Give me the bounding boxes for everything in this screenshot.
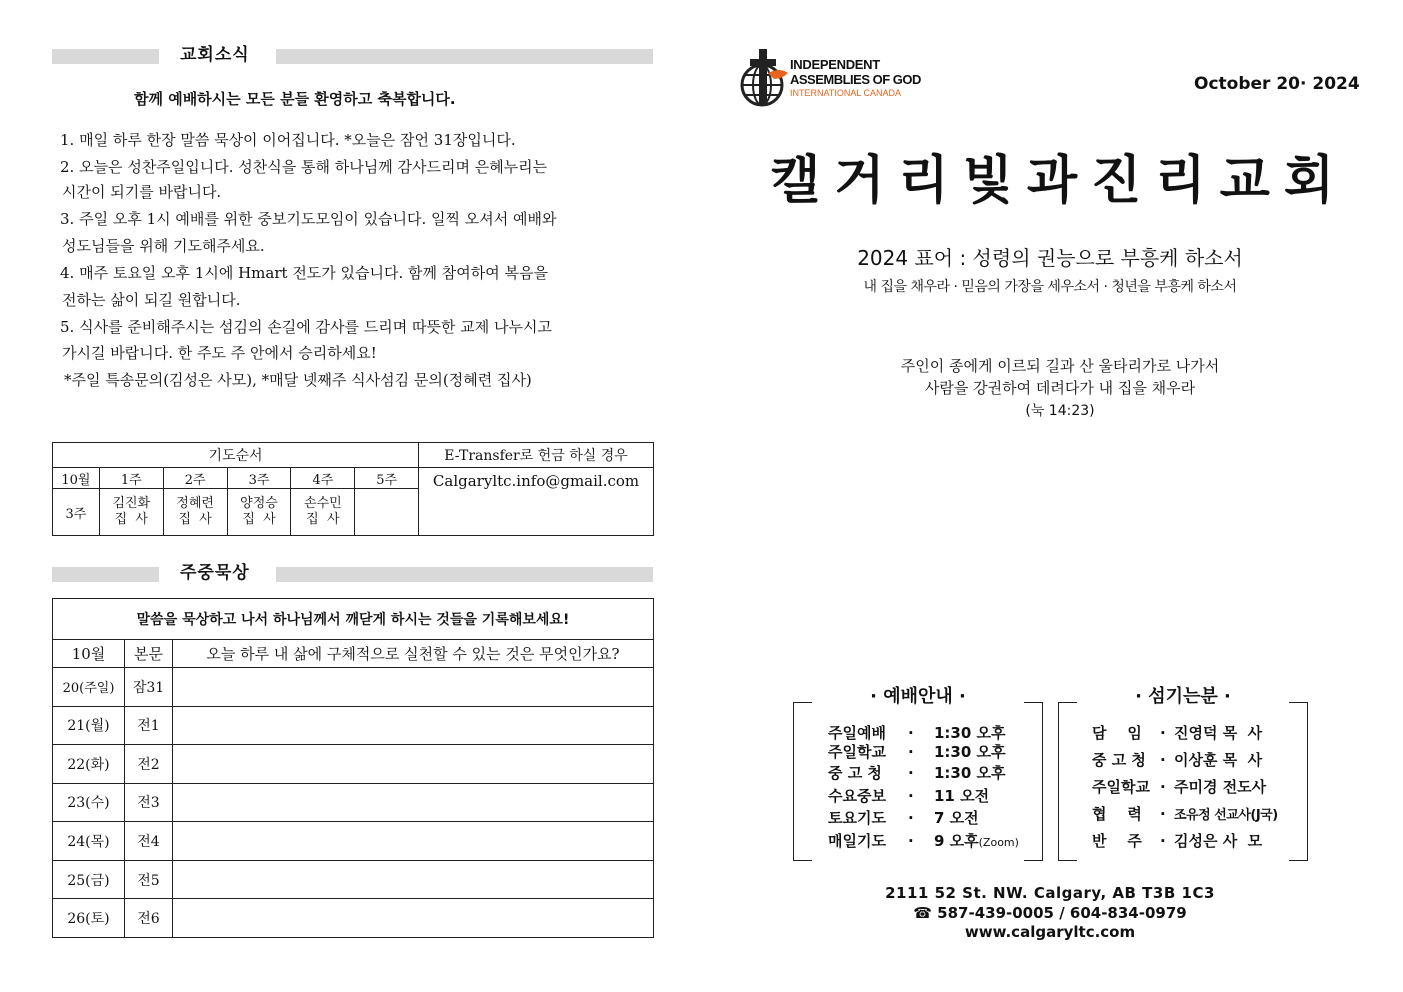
staff-name: 조유정 선교사(J국)	[1174, 808, 1278, 823]
service-name: 주일학교	[828, 743, 886, 761]
service-note: (Zoom)	[978, 836, 1019, 849]
table-row	[53, 668, 654, 707]
staff-role: 주일학교	[1092, 778, 1150, 796]
list-item: 수요중보 · 11 오전	[828, 787, 990, 805]
header-bar-left	[52, 567, 159, 582]
meditation-text: 전5	[125, 860, 173, 899]
meditation-header: 오늘 하루 내 삶에 구체적으로 실천할 수 있는 것은 무엇인가요?	[173, 639, 654, 667]
list-item: 중 고 청 · 이상훈 목 사	[1092, 751, 1263, 769]
meditation-entry[interactable]	[173, 783, 654, 822]
meditation-header: 10월	[53, 639, 125, 667]
service-name: 수요중보	[828, 787, 886, 805]
meditation-entry[interactable]	[173, 899, 654, 938]
meditation-text: 전1	[125, 706, 173, 745]
list-item: 매일기도 · 9 오후(Zoom)	[828, 832, 1019, 850]
meditation-text: 전4	[125, 822, 173, 861]
service-time: 1:30 오후	[934, 743, 1006, 761]
staff-name: 김성은 사 모	[1174, 832, 1263, 850]
service-time: 1:30 오후	[934, 724, 1006, 742]
church-name: 캘거리빛과진리교회	[770, 151, 1349, 211]
prayer-name-cell	[99, 489, 163, 536]
prayer-name: 양정승	[240, 496, 278, 512]
meditation-section-title: 주중묵상	[180, 563, 250, 583]
table-row	[53, 745, 654, 784]
verse-line2: 사람을 강권하여 데려다가 내 집을 채우라	[924, 379, 1196, 397]
news-line: 4. 매주 토요일 오후 1시에 Hmart 전도가 있습니다. 함께 참여하여 복음을	[60, 264, 549, 282]
list-item: 반 주 · 김성은 사 모	[1092, 832, 1263, 850]
bulletin-date: October 20· 2024	[1194, 74, 1360, 94]
staff-name: 주미경 전도사	[1174, 778, 1267, 796]
prayer-name-cell	[227, 489, 291, 536]
prayer-week: 1주	[99, 468, 163, 489]
header-bar-right	[276, 567, 653, 582]
prayer-table	[52, 442, 654, 536]
prayer-week: 3주	[227, 468, 291, 489]
meditation-day: 26(토)	[53, 899, 125, 938]
verse-line1: 주인이 종에게 이르되 길과 산 울타리가로 나가서	[900, 357, 1220, 375]
meditation-text: 전6	[125, 899, 173, 938]
list-item: 주일학교 · 주미경 전도사	[1092, 778, 1267, 796]
staff-title: · 섬기는분 ·	[1135, 686, 1231, 707]
meditation-entry[interactable]	[173, 822, 654, 861]
staff-role: 반 주	[1092, 832, 1142, 850]
meditation-day: 23(수)	[53, 783, 125, 822]
prayer-name-title: 집 사	[114, 512, 148, 528]
meditation-header: 본문	[125, 639, 173, 667]
service-time: 9 오후	[934, 832, 979, 850]
etransfer-email[interactable]: Calgaryltc.info@gmail.com	[419, 468, 654, 536]
meditation-day: 21(월)	[53, 706, 125, 745]
meditation-entry[interactable]	[173, 706, 654, 745]
logo	[738, 47, 928, 107]
logo-line1: INDEPENDENT	[790, 57, 880, 72]
prayer-name: 김진화	[112, 496, 151, 512]
prayer-row-label: 3주	[53, 489, 100, 536]
prayer-name-cell	[355, 489, 419, 536]
news-line: 5. 식사를 준비해주시는 섬김의 손길에 감사를 드리며 따뜻한 교제 나누시고	[60, 318, 552, 336]
news-line: 성도님들을 위해 기도해주세요.	[62, 237, 265, 255]
motto-title: 2024 표어 : 성령의 권능으로 부흥케 하소서	[857, 246, 1243, 270]
list-item: 주일학교 · 1:30 오후	[828, 743, 1006, 761]
prayer-name-title: 집 사	[242, 512, 276, 528]
service-time: 7 오전	[934, 809, 979, 827]
prayer-week: 5주	[355, 468, 419, 489]
meditation-day: 20(주일)	[53, 668, 125, 707]
news-line: 가시길 바랍니다. 한 주도 주 안에서 승리하세요!	[62, 344, 377, 362]
table-row	[53, 783, 654, 822]
meditation-section-header	[52, 564, 653, 582]
meditation-instruction: 말씀을 묵상하고 나서 하나님께서 깨닫게 하시는 것들을 기록해보세요!	[53, 599, 654, 640]
prayer-name: 손수민	[304, 496, 342, 512]
news-line: 시간이 되기를 바랍니다.	[62, 183, 222, 201]
prayer-week: 4주	[291, 468, 355, 489]
prayer-name-cell	[163, 489, 227, 536]
list-item: 중 고 청 · 1:30 오후	[828, 764, 1006, 782]
meditation-day: 25(금)	[53, 860, 125, 899]
logo-line3: INTERNATIONAL CANADA	[790, 88, 902, 98]
meditation-entry[interactable]	[173, 668, 654, 707]
news-line: 2. 오늘은 성찬주일입니다. 성찬식을 통해 하나님께 감사드리며 은혜누리는	[60, 158, 548, 176]
table-row	[53, 860, 654, 899]
service-name: 중 고 청	[828, 764, 882, 782]
list-item: 협 력 · 조유정 선교사(J국)	[1092, 805, 1278, 823]
church-phone: ☎ 587-439-0005 / 604-834-0979	[913, 904, 1187, 922]
meditation-text: 잠31	[125, 668, 173, 707]
news-line: 3. 주일 오후 1시 예배를 위한 중보기도모임이 있습니다. 일찍 오셔서 예배와	[60, 210, 557, 228]
list-item: 주일예배 · 1:30 오후	[828, 724, 1006, 742]
header-bar-right	[276, 49, 653, 64]
motto-subtitle: 내 집을 채우라 · 믿음의 가장을 세우소서 · 청년을 부흥케 하소서	[863, 279, 1237, 295]
prayer-name: 정혜련	[176, 496, 214, 512]
staff-role: 담 임	[1092, 724, 1142, 742]
meditation-table	[52, 598, 654, 938]
table-row	[53, 899, 654, 938]
logo-line2: ASSEMBLIES OF GOD	[790, 72, 921, 87]
church-website[interactable]: www.calgaryltc.com	[964, 923, 1136, 941]
verse-reference: (눅 14:23)	[1025, 403, 1095, 419]
service-name: 주일예배	[828, 724, 886, 742]
service-name: 토요기도	[828, 809, 886, 827]
prayer-name-title: 집 사	[178, 512, 212, 528]
etransfer-title: E-Transfer로 헌금 하실 경우	[419, 443, 654, 468]
news-line: 1. 매일 하루 한장 말씀 묵상이 이어집니다. *오늘은 잠언 31장입니다.	[60, 131, 516, 149]
service-time: 1:30 오후	[934, 764, 1006, 782]
news-line: *주일 특송문의(김성은 사모), *매달 넷째주 식사섬김 문의(정혜련 집사)	[64, 371, 532, 389]
service-name: 매일기도	[828, 832, 886, 850]
prayer-title: 기도순서	[53, 443, 419, 468]
staff-name: 이상훈 목 사	[1174, 751, 1263, 769]
news-section-header	[52, 46, 653, 64]
staff-role: 협 력	[1092, 805, 1142, 823]
church-address: 2111 52 St. NW. Calgary, AB T3B 1C3	[885, 884, 1215, 902]
worship-title: · 예배안내 ·	[870, 686, 966, 707]
prayer-name-title: 집 사	[306, 512, 340, 528]
prayer-week: 2주	[163, 468, 227, 489]
service-time: 11 오전	[934, 787, 990, 805]
meditation-day: 22(화)	[53, 745, 125, 784]
staff-role: 중 고 청	[1092, 751, 1146, 769]
news-section-title: 교회소식	[180, 45, 250, 65]
meditation-day: 24(목)	[53, 822, 125, 861]
header-bar-left	[52, 49, 159, 64]
prayer-month: 10월	[53, 468, 100, 489]
table-row	[53, 822, 654, 861]
table-row	[53, 706, 654, 745]
meditation-text: 전3	[125, 783, 173, 822]
meditation-text: 전2	[125, 745, 173, 784]
list-item: 담 임 · 진영덕 목 사	[1092, 724, 1263, 742]
list-item: 토요기도 · 7 오전	[828, 809, 979, 827]
globe-cross-icon	[738, 47, 790, 107]
meditation-entry[interactable]	[173, 745, 654, 784]
news-line: 전하는 삶이 되길 원합니다.	[62, 291, 241, 309]
staff-name: 진영덕 목 사	[1174, 724, 1263, 742]
welcome-text: 함께 예배하시는 모든 분들 환영하고 축복합니다.	[134, 90, 456, 108]
prayer-name-cell	[291, 489, 355, 536]
meditation-entry[interactable]	[173, 860, 654, 899]
